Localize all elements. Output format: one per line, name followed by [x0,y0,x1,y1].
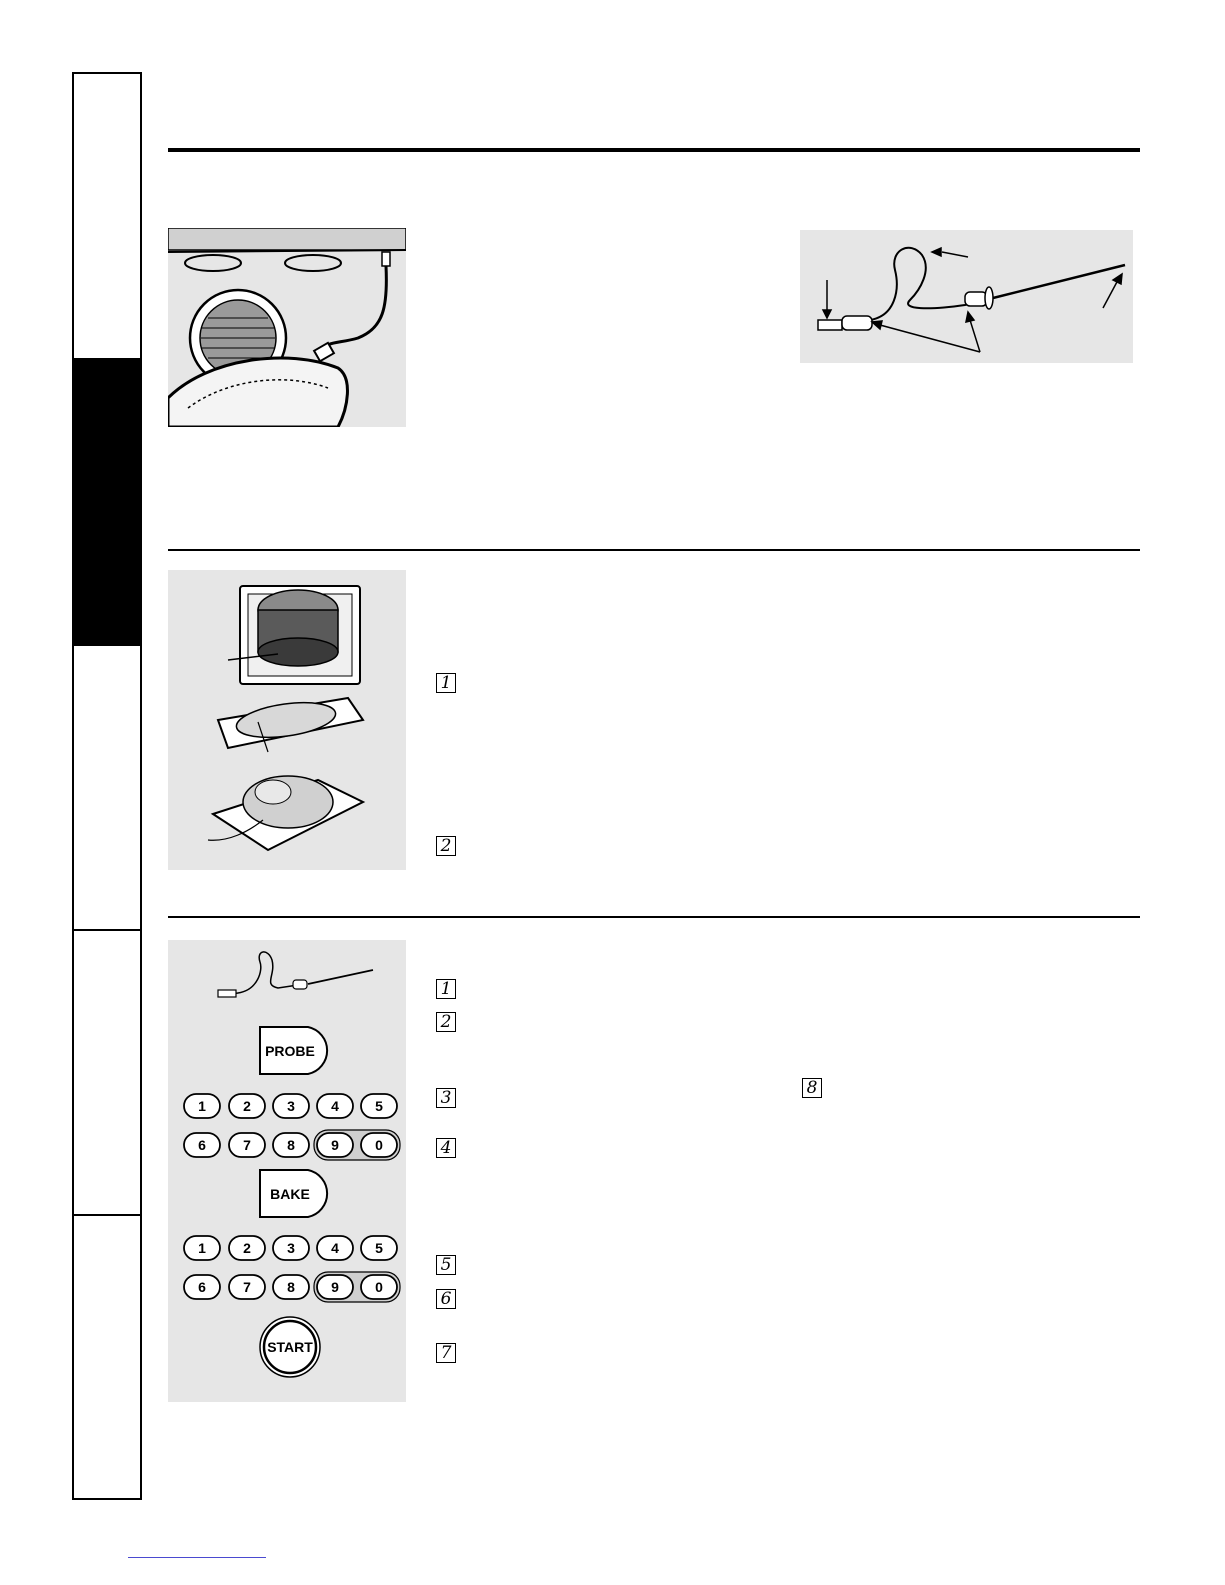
probe-parts-diagram [800,230,1133,363]
probe-key[interactable] [260,1027,327,1074]
step-number: 2 [436,836,456,856]
bottom-link-underline[interactable] [128,1557,266,1558]
svg-text:1: 1 [198,1240,206,1256]
step-number: 4 [436,1138,456,1158]
step-number: 7 [436,1343,456,1363]
section-divider-1 [168,549,1140,551]
svg-text:4: 4 [331,1240,339,1256]
side-tab-strip [72,72,142,1498]
bake-key[interactable] [260,1170,327,1217]
start-key[interactable] [260,1317,320,1377]
side-tab-operating-active[interactable] [72,358,142,646]
step-number: 1 [436,979,456,999]
top-heavy-rule [168,148,1140,152]
oven-probe-illustration [168,228,406,427]
svg-text:9: 9 [331,1137,339,1153]
side-tab-installation[interactable] [72,929,142,1216]
side-tab-care[interactable] [72,644,142,931]
start-key-label: START [267,1339,313,1355]
svg-text:5: 5 [375,1098,383,1114]
svg-text:2: 2 [243,1098,251,1114]
svg-text:4: 4 [331,1098,339,1114]
svg-text:8: 8 [287,1137,295,1153]
svg-text:7: 7 [243,1279,251,1295]
svg-text:7: 7 [243,1137,251,1153]
svg-text:5: 5 [375,1240,383,1256]
svg-text:1: 1 [198,1098,206,1114]
keypad-panel [168,940,406,1402]
probe-placement-illustration [168,570,406,870]
svg-text:9: 9 [331,1279,339,1295]
step-number: 6 [436,1289,456,1309]
svg-text:8: 8 [287,1279,295,1295]
digit-row-2b [184,1272,400,1302]
step-number: 3 [436,1088,456,1108]
bake-key-label: BAKE [270,1186,310,1202]
step-number-inline: 8 [802,1078,822,1098]
svg-text:6: 6 [198,1137,206,1153]
step-number: 5 [436,1255,456,1275]
section-divider-2 [168,916,1140,918]
svg-text:2: 2 [243,1240,251,1256]
svg-text:0: 0 [375,1279,383,1295]
step-number: 2 [436,1012,456,1032]
probe-key-label: PROBE [265,1043,315,1059]
side-tab-troubleshooting[interactable] [72,1214,142,1500]
digit-row-1b [184,1236,397,1260]
svg-text:0: 0 [375,1137,383,1153]
svg-text:6: 6 [198,1279,206,1295]
svg-text:3: 3 [287,1098,295,1114]
side-tab-safety[interactable] [72,72,142,358]
digit-row-1a [184,1094,397,1118]
digit-row-2a [184,1130,400,1160]
probe-icon [218,952,373,997]
svg-text:3: 3 [287,1240,295,1256]
step-number: 1 [436,673,456,693]
